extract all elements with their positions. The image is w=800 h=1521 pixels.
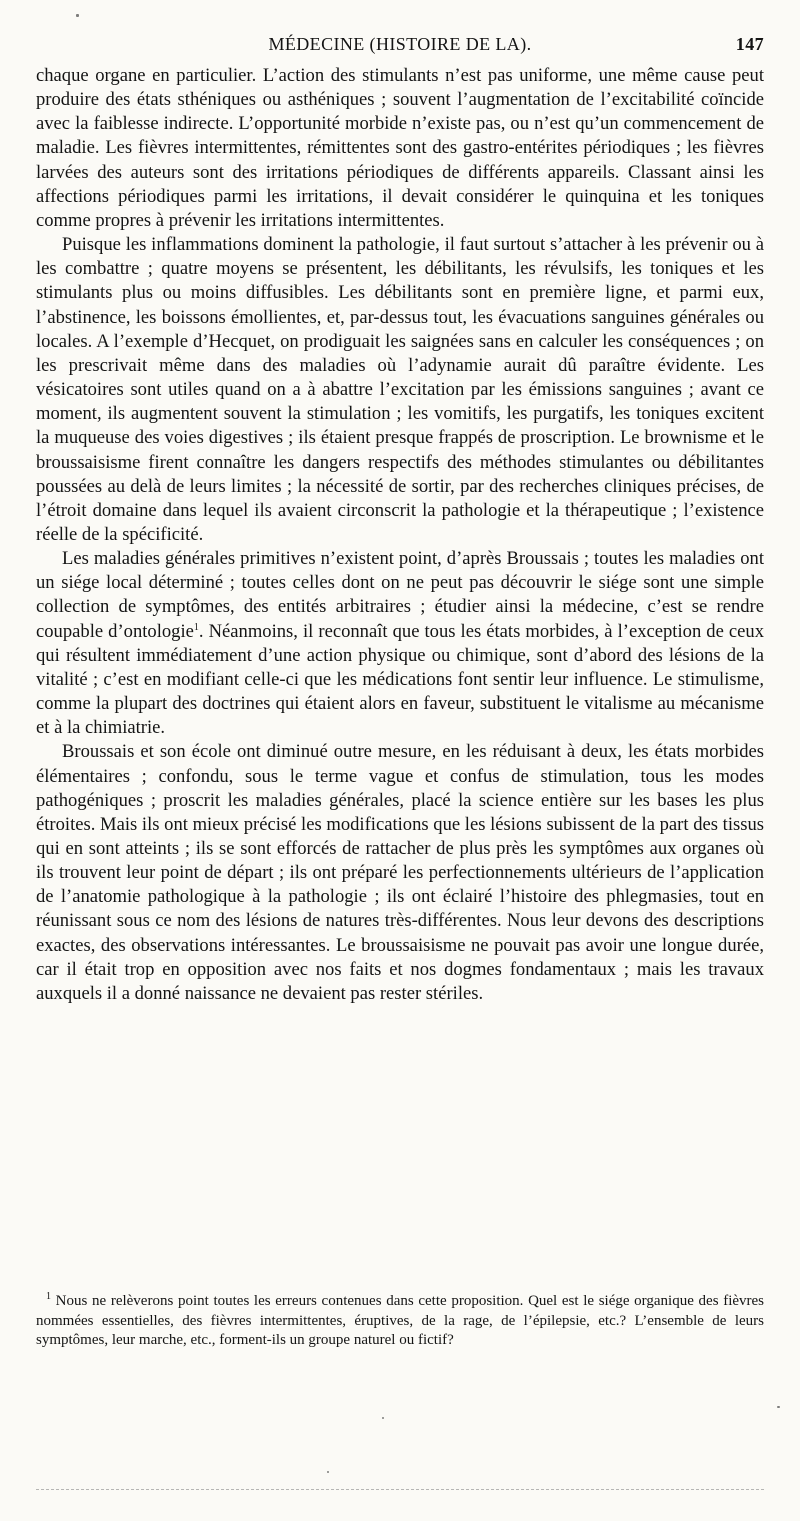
- footnote: [36, 1292, 764, 1351]
- paragraph-2: Puisque les inflammations dominent la pathologie, il faut surtout s’attacher à les prévenir ou à les combattre ; quatre moyens se présentent, les débilitants, les révulsifs, les toniques et les stimulants plus ou moins diffusibles. Les débilitants sont en première ligne, et parmi eux, l’abstinence, les boissons émollientes, et, par-dessus tout, les évacuations sanguines générales ou locales. A l’exemple d’Hecquet, on prodiguait les saignées sans en calculer les conséquences ; on les prescrivait même dans des maladies où l’adynamie aurait dû paraître évidente. Les vésicatoires sont utiles quand on a à abattre l’excitation par les émissions sanguines ; avant ce moment, ils augmentent souvent la stimulation ; les vomitifs, les purgatifs, les toniques excitent la muqueuse des voies digestives ; ils étaient presque frappés de proscription. Le brownisme et le broussaisisme firent connaître les dangers respectifs des méthodes stimulantes ou débilitantes poussées au delà de leurs limites ; la nécessité de sortir, par des recherches cliniques précises, de l’étroit domaine dans lequel ils avaient circonscrit la pathologie et la thérapeutique ; l’existence réelle de la spécificité.: [36, 234, 764, 545]
- page-number: 147: [735, 34, 764, 54]
- ink-speck: [327, 1471, 329, 1473]
- running-header: [36, 34, 764, 58]
- paragraph-3-text-before: Les maladies générales primitives n’existent point, d’après Broussais ; toutes les maladies ont un siége local déterminé ; toutes celles dont on ne peut pas découvrir le siége sont une simple collection de symptômes, des entités arbitraires ; étudier ainsi la médecine, c’est se rendre coupable d’ontologie: [36, 548, 764, 642]
- footnote-text: Nous ne relèverons point toutes les erreurs contenues dans cette proposition. Quel est le siége organique des fièvres nommées essentielles, des fièvres intermittentes, éruptives, de la rage, de l’épilepsie, etc.? L’ensemble de leurs symptômes, leur marche, etc., forment-ils un groupe naturel ou fictif?: [36, 1293, 765, 1348]
- footnote-reference[interactable]: 1: [193, 621, 199, 633]
- bottom-scan-rule: [36, 1489, 764, 1490]
- ink-speck: [777, 1406, 780, 1408]
- main-text: [36, 64, 764, 1006]
- paragraph-3: [36, 547, 764, 740]
- ink-speck: [382, 1417, 384, 1419]
- ink-speck: [76, 14, 79, 17]
- paragraph-1: chaque organe en particulier. L’action des stimulants n’est pas uniforme, une même cause peut produire des états sthéniques ou asthéniques ; souvent l’augmentation de l’excitabilité coïncide avec la faiblesse indirecte. L’opportunité morbide n’existe pas, ou n’est qu’un commencement de maladie. Les fièvres intermittentes, rémittentes sont des gastro-entérites périodiques ; les fièvres larvées des auteurs sont des irritations périodiques de différents appareils. Classant ainsi les affections périodiques parmi les irritations, il devait considérer le quinquina et les toniques comme propres à prévenir les irritations intermittentes.: [36, 65, 764, 231]
- footnote-area: [36, 1292, 764, 1351]
- paragraph-3-text-after: . Néanmoins, il reconnaît que tous les états morbides, à l’exception de ceux qui résultent immédiatement d’une action physique ou chimique, sont d’abord des lésions de la vitalité ; c’est en modifiant celle-ci que les médications font sentir leur influence. Le stimulisme, comme la plupart des doctrines qui étaient alors en faveur, substituent le vitalisme au mécanisme et à la chimiatrie.: [36, 620, 764, 739]
- header-title: MÉDECINE (HISTOIRE DE LA).: [268, 34, 532, 54]
- footnote-marker: 1: [46, 1291, 51, 1302]
- paragraph-4: Broussais et son école ont diminué outre mesure, en les réduisant à deux, les états morbides élémentaires ; confondu, sous le terme vague et confus de stimulation, tous les modes pathogéniques ; proscrit les maladies générales, placé la science entière sur les bases les plus étroites. Mais ils ont mieux précisé les modifications que les lésions subissent de la part des tissus qui en sont atteints ; ils se sont efforcés de rattacher de plus près les symptômes aux organes où ils trouvent leur point de départ ; ils ont préparé les perfectionnements ultérieurs de l’application de l’anatomie pathologique à la pathologie ; ils ont éclairé l’histoire des phlegmasies, tout en réunissant sous ce nom des lésions de natures très-différentes. Nous leur devons des descriptions exactes, des observations intéressantes. Le broussaisisme ne pouvait pas avoir une longue durée, car il était trop en opposition avec nos faits et nos dogmes fondamentaux ; mais les travaux auxquels il a donné naissance ne devaient pas rester stériles.: [36, 741, 764, 1004]
